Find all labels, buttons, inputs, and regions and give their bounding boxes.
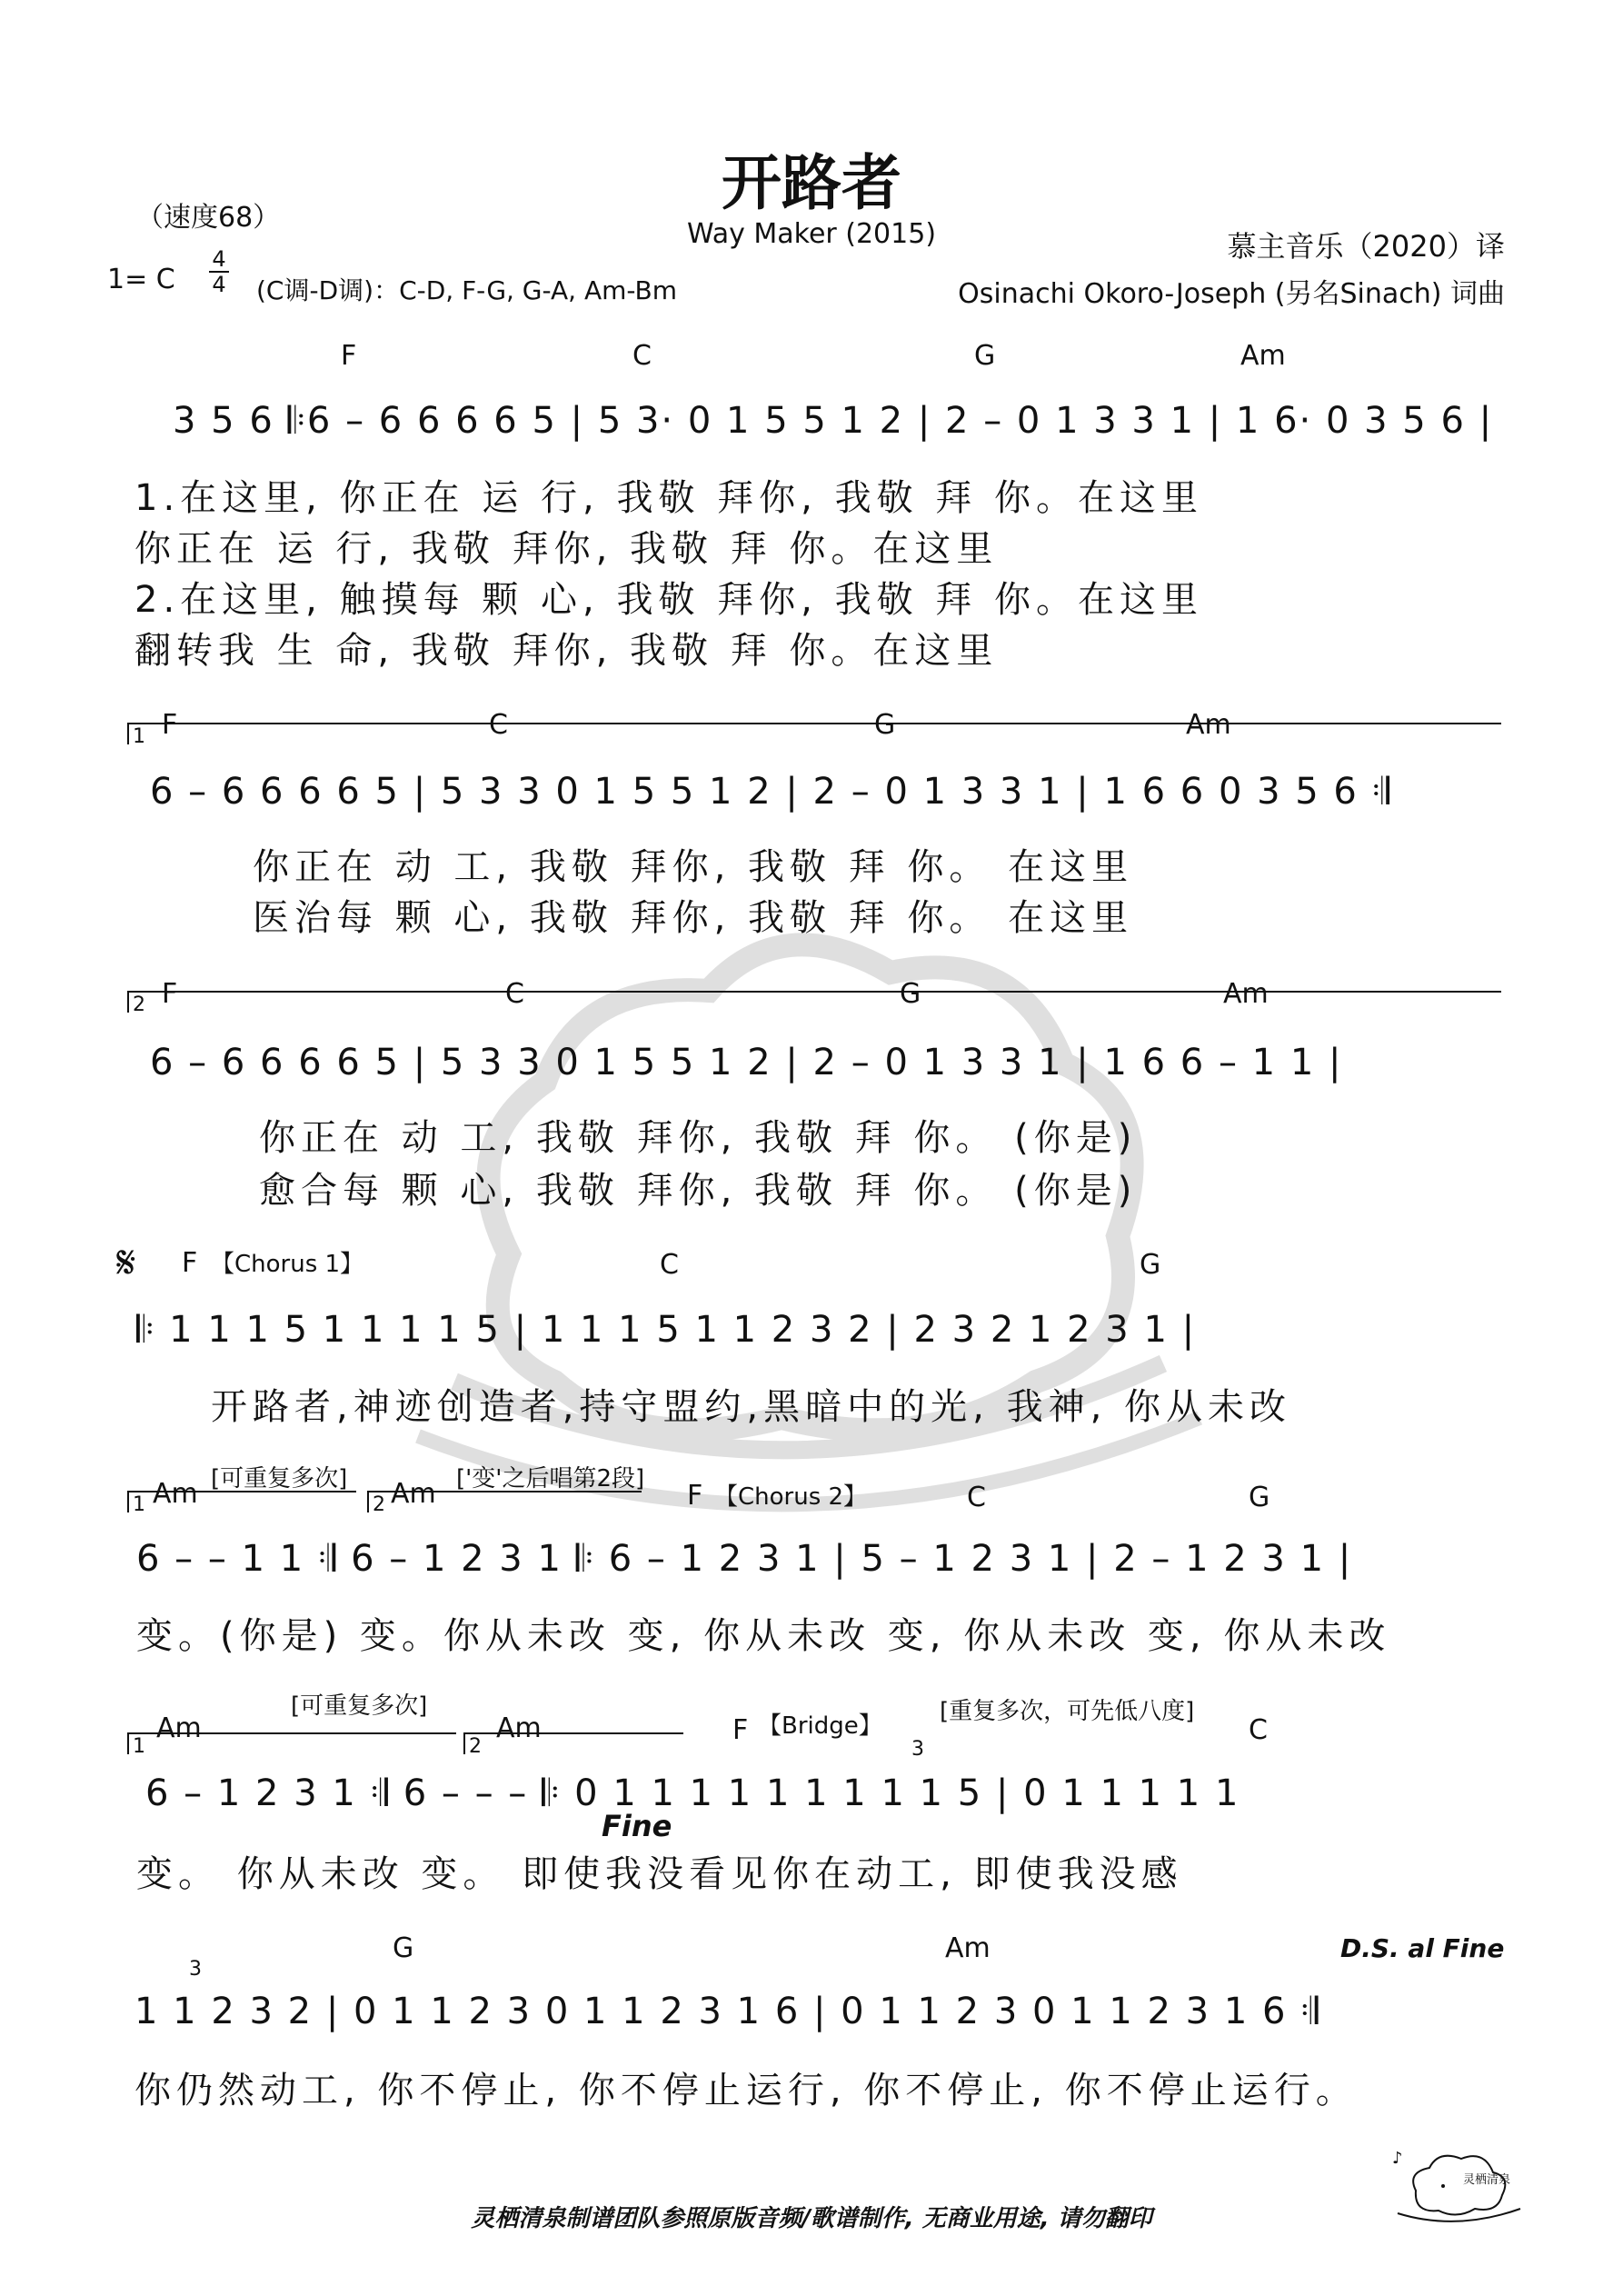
lyric-line: 医治每 颗 心, 我敬 拜你, 我敬 拜 你。 在这里 xyxy=(253,897,1134,939)
lyric-line: 开路者,神迹创造者,持守盟约,黑暗中的光, 我神, 你从未改 xyxy=(211,1386,1292,1428)
lyric-line: 你正在 运 行, 我敬 拜你, 我敬 拜 你。在这里 xyxy=(134,528,999,570)
translation-credit: 慕主音乐（2020）译 xyxy=(1227,229,1505,264)
section-tag: 【Bridge】 xyxy=(758,1712,882,1740)
chord: F xyxy=(687,1480,703,1512)
section-tag: 【Chorus 1】 xyxy=(211,1251,364,1278)
subtitle: Way Maker (2015) xyxy=(686,218,937,250)
chord: F xyxy=(162,709,178,741)
triplet-mark: 3 xyxy=(911,1738,924,1761)
chord: Am xyxy=(156,1712,202,1744)
chord: C xyxy=(660,1249,679,1281)
section-tag: 【Chorus 2】 xyxy=(714,1483,868,1511)
time-bottom: 4 xyxy=(212,272,226,297)
chord: F xyxy=(341,340,357,372)
chord: Am xyxy=(391,1478,436,1510)
lyric-line: 变。 你从未改 变。 即使我没看见你在动工, 即使我没感 xyxy=(136,1853,1183,1895)
chord: G xyxy=(900,978,921,1010)
chord: C xyxy=(489,709,508,741)
volta-number: 2 xyxy=(469,1735,482,1758)
chord: C xyxy=(632,340,652,372)
notation-line: 1 1 2 3 2 | 0 1 1 2 3 0 1 1 2 3 1 6 | 0 1 1 2 3 0 1 1 2 3 1 6 𝄇 xyxy=(134,1991,1320,2032)
lyric-line: 变。(你是) 变。你从未改 变, 你从未改 变, 你从未改 变, 你从未改 xyxy=(136,1615,1391,1657)
volta-number: 2 xyxy=(373,1493,385,1516)
chord: F xyxy=(182,1247,198,1279)
tempo: （速度68） xyxy=(136,202,281,234)
lyric-line: 你正在 动 工, 我敬 拜你, 我敬 拜 你。 (你是) xyxy=(259,1117,1138,1159)
chord: F xyxy=(732,1714,749,1746)
notation-line: 6 – 6 6 6 6 5 | 5 3 3 0 1 5 5 1 2 | 2 – 0 1 3 3 1 | 1 6 6 0 3 5 6 𝄇 xyxy=(150,771,1392,813)
volta-number: 2 xyxy=(133,993,145,1016)
sheep-logo-icon xyxy=(1389,2136,1525,2227)
volta-number: 1 xyxy=(133,1735,145,1758)
modulation-note: (C调-D调)：C-D, F-G, G-A, Am-Bm xyxy=(256,275,677,305)
fine-mark: Fine xyxy=(602,1809,672,1843)
lyric-line: 1.在这里, 你正在 运 行, 我敬 拜你, 我敬 拜 你。在这里 xyxy=(134,477,1204,519)
chord: C xyxy=(1249,1714,1268,1746)
notation-line: 6 – 1 2 3 1 𝄇 6 – – – 𝄆 0 1 1 1 1 1 1 1 1 1 5 | 0 1 1 1 1 1 xyxy=(145,1772,1240,1814)
notation-line: 6 – – 1 1 𝄇 6 – 1 2 3 1 𝄆 6 – 1 2 3 1 | 5 – 1 2 3 1 | 2 – 1 2 3 1 | xyxy=(136,1538,1353,1580)
time-top: 4 xyxy=(212,246,226,272)
chord: Am xyxy=(496,1712,542,1744)
lyric-line: 2.在这里, 触摸每 颗 心, 我敬 拜你, 我敬 拜 你。在这里 xyxy=(134,579,1204,621)
ds-al-fine-mark: D.S. al Fine xyxy=(1340,1933,1505,1963)
volta-bracket xyxy=(127,991,1501,1013)
svg-text:♪: ♪ xyxy=(1392,2149,1403,2168)
repeat-note: [重复多次，可先低八度] xyxy=(940,1698,1195,1725)
key-signature: 1= C xyxy=(107,264,175,295)
notation-line: 6 – 6 6 6 6 5 | 5 3 3 0 1 5 5 1 2 | 2 – 0 1 3 3 1 | 1 6 6 – 1 1 | xyxy=(150,1042,1343,1083)
chord: Am xyxy=(1240,340,1286,372)
lyric-line: 翻转我 生 命, 我敬 拜你, 我敬 拜 你。在这里 xyxy=(134,630,999,672)
chord: G xyxy=(1140,1249,1161,1281)
chord: C xyxy=(967,1482,986,1513)
repeat-note: ['变'之后唱第2段] xyxy=(456,1465,645,1492)
volta-number: 1 xyxy=(133,1493,145,1516)
chord: G xyxy=(1249,1482,1270,1513)
repeat-note: [可重复多次] xyxy=(291,1692,428,1720)
segno-icon: 𝄋 xyxy=(116,1236,136,1289)
page-title: 开路者 xyxy=(722,148,901,218)
volta-number: 1 xyxy=(133,725,145,748)
notation-line: 3 5 6 𝄆6 – 6 6 6 6 5 | 5 3· 0 1 5 5 1 2 | 2 – 0 1 3 3 1 | 1 6· 0 3 5 6 | xyxy=(173,400,1494,442)
chord: Am xyxy=(1186,709,1231,741)
lyric-line: 你仍然动工, 你不停止, 你不停止运行, 你不停止, 你不停止运行。 xyxy=(134,2070,1358,2111)
chord: G xyxy=(974,340,996,372)
volta-bracket xyxy=(127,723,1501,744)
chord: F xyxy=(162,978,178,1010)
chord: Am xyxy=(153,1478,198,1510)
chord: G xyxy=(393,1932,414,1964)
chord: Am xyxy=(1223,978,1269,1010)
lyric-line: 愈合每 颗 心, 我敬 拜你, 我敬 拜 你。 (你是) xyxy=(259,1170,1138,1212)
notation-line: 𝄆 1 1 1 5 1 1 1 1 5 | 1 1 1 5 1 1 2 3 2 | 2 3 2 1 2 3 1 | xyxy=(136,1309,1197,1351)
chord: C xyxy=(505,978,524,1010)
logo-text: 灵栖清泉 xyxy=(1463,2173,1511,2187)
triplet-mark: 3 xyxy=(189,1958,202,1981)
author-credit: Osinachi Okoro-Joseph (另名Sinach) 词曲 xyxy=(958,278,1505,310)
chord: G xyxy=(874,709,896,741)
lyric-line: 你正在 动 工, 我敬 拜你, 我敬 拜 你。 在这里 xyxy=(253,846,1134,888)
footer-note: 灵栖清泉制谱团队参照原版音频/歌谱制作, 无商业用途, 请勿翻印 xyxy=(471,2205,1152,2232)
repeat-note: [可重复多次] xyxy=(211,1465,348,1492)
time-signature xyxy=(209,247,229,296)
chord: Am xyxy=(945,1932,991,1964)
